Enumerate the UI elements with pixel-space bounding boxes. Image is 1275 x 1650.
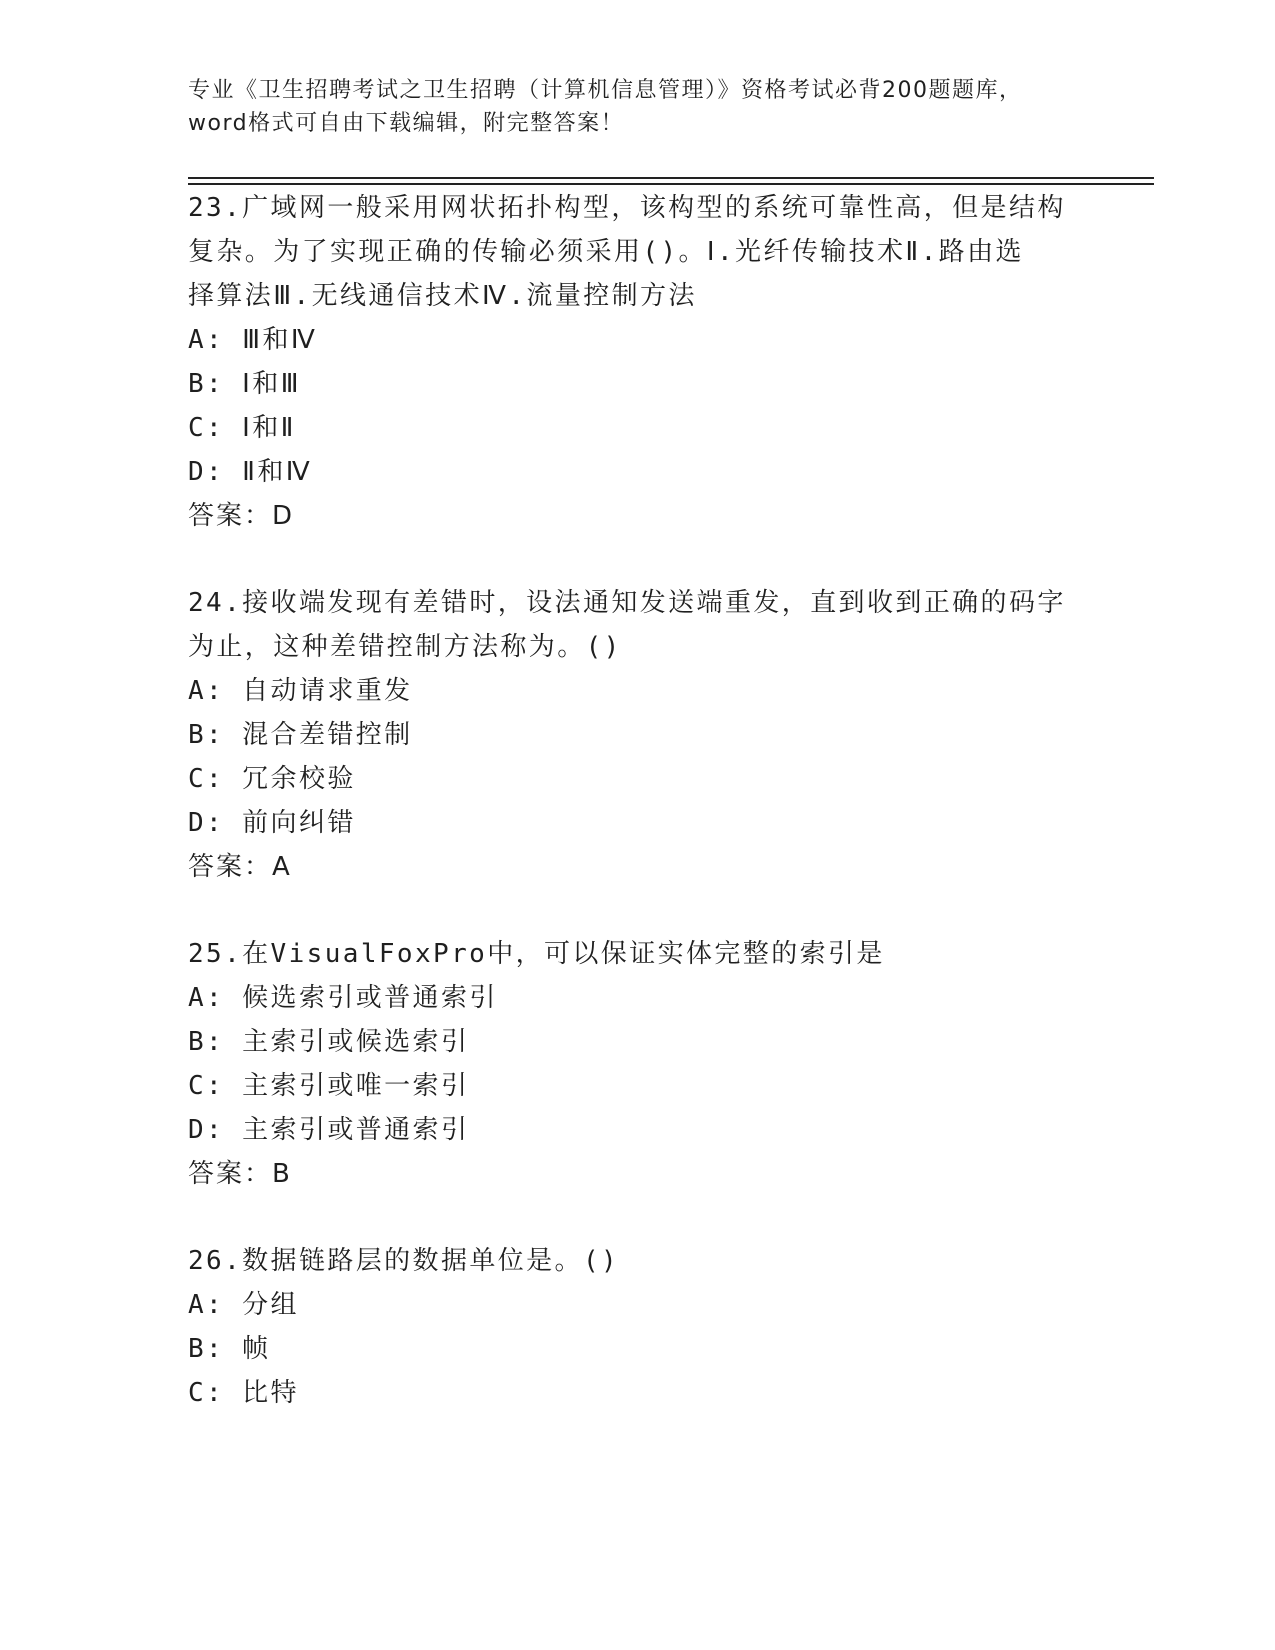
question-23-option-b: B: Ⅰ和Ⅲ <box>188 369 301 399</box>
question-26-stem-line-1: 26.数据链路层的数据单位是。() <box>188 1246 620 1276</box>
question-24-option-b: B: 混合差错控制 <box>188 720 413 750</box>
question-26-option-a: A: 分组 <box>188 1290 299 1320</box>
header-rule-top <box>188 177 1154 179</box>
question-23-stem-line-3: 择算法Ⅲ.无线通信技术Ⅳ.流量控制方法 <box>188 281 697 311</box>
header-rule-bottom <box>188 183 1154 185</box>
question-25-answer: 答案：B <box>188 1159 292 1189</box>
question-23-stem-line-1: 23.广域网一般采用网状拓扑构型，该构型的系统可靠性高，但是结构 <box>188 193 1066 223</box>
question-26-option-c: C: 比特 <box>188 1378 299 1408</box>
question-26-option-b: B: 帧 <box>188 1334 271 1364</box>
question-23-option-c: C: Ⅰ和Ⅱ <box>188 413 296 443</box>
question-24-stem-line-1: 24.接收端发现有差错时，设法通知发送端重发，直到收到正确的码字 <box>188 588 1066 618</box>
question-24-answer: 答案：A <box>188 852 292 882</box>
question-24-option-a: A: 自动请求重发 <box>188 676 413 706</box>
question-25-option-a: A: 候选索引或普通索引 <box>188 983 498 1013</box>
question-23-stem-line-2: 复杂。为了实现正确的传输必须采用()。Ⅰ.光纤传输技术Ⅱ.路由选 <box>188 237 1024 267</box>
question-23-option-a: A: Ⅲ和Ⅳ <box>188 325 318 355</box>
question-24-stem-line-2: 为止，这种差错控制方法称为。() <box>188 632 622 662</box>
question-23-option-d: D: Ⅱ和Ⅳ <box>188 457 313 487</box>
question-25-option-d: D: 主索引或普通索引 <box>188 1115 470 1145</box>
question-23-answer: 答案：D <box>188 501 295 531</box>
header-line-1: 专业《卫生招聘考试之卫生招聘（计算机信息管理）》资格考试必背200题题库， <box>188 78 1023 103</box>
question-24-option-c: C: 冗余校验 <box>188 764 356 794</box>
question-24-option-d: D: 前向纠错 <box>188 808 356 838</box>
document-header <box>188 74 1088 140</box>
header-line-2: word格式可自由下载编辑，附完整答案！ <box>188 111 625 136</box>
question-25-option-b: B: 主索引或候选索引 <box>188 1027 470 1057</box>
question-25-stem-line-1: 25.在VisualFoxPro中，可以保证实体完整的索引是 <box>188 939 885 969</box>
question-25-option-c: C: 主索引或唯一索引 <box>188 1071 470 1101</box>
